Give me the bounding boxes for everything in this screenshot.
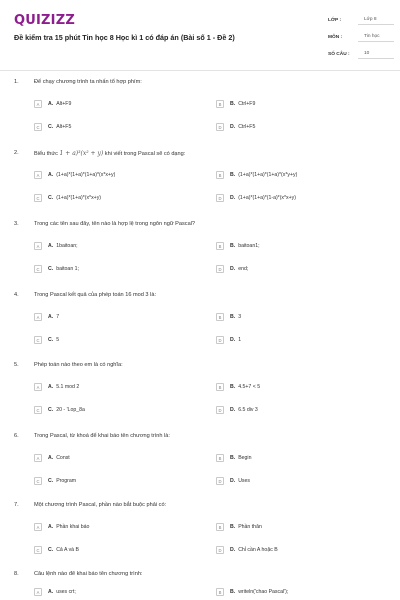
option-letter: B. [230, 384, 236, 390]
option-letter: A. [48, 172, 54, 178]
option-badge: A [34, 523, 42, 531]
option-text: 1 [238, 337, 242, 343]
option-b[interactable] [216, 170, 297, 180]
option-badge: A [34, 454, 42, 462]
option-letter: B. [230, 589, 236, 595]
option-d[interactable] [216, 335, 241, 345]
option-c[interactable] [34, 335, 59, 345]
option-badge: A [34, 383, 42, 391]
option-badge: C [34, 336, 42, 344]
option-badge: D [216, 336, 224, 344]
option-letter: A. [48, 243, 54, 249]
option-letter: C. [48, 407, 54, 413]
option-badge: C [34, 546, 42, 554]
option-a[interactable] [34, 241, 78, 251]
question-2 [0, 150, 400, 220]
option-text: Program [56, 478, 77, 484]
option-b[interactable] [216, 453, 251, 463]
option-text: end; [238, 266, 249, 272]
option-badge: A [34, 588, 42, 596]
option-a[interactable] [34, 99, 71, 109]
question-text-after: khi viết trong Pascal sẽ có dạng: [104, 151, 186, 157]
question-number: 1. [14, 79, 19, 85]
meta-value: Lớp 8 [358, 17, 394, 25]
option-text: baitoan1; [238, 243, 260, 249]
option-text: 7 [56, 314, 60, 320]
option-letter: D. [230, 337, 236, 343]
option-letter: C. [48, 337, 54, 343]
question-number: 3. [14, 221, 19, 227]
option-letter: A. [48, 524, 54, 530]
option-letter: A. [48, 384, 54, 390]
option-letter: C. [48, 266, 54, 272]
quizizz-logo: QUIZIZZ [14, 13, 75, 28]
option-text: Ctrl+F5 [238, 124, 256, 130]
option-text: uses crt; [56, 589, 76, 595]
option-letter: D. [230, 124, 236, 130]
question-6 [0, 433, 400, 503]
meta-box [328, 12, 394, 63]
option-letter: B. [230, 455, 236, 461]
option-d[interactable] [216, 264, 248, 274]
option-text: (1+a)*(1+a)*(1+a)*(x*x+y) [56, 172, 116, 178]
option-text: Const [56, 455, 70, 461]
option-d[interactable] [216, 476, 250, 486]
option-badge: B [216, 523, 224, 531]
option-badge: D [216, 123, 224, 131]
question-number: 8. [14, 571, 19, 577]
option-badge: B [216, 383, 224, 391]
option-badge: A [34, 171, 42, 179]
option-letter: B. [230, 314, 236, 320]
option-a[interactable] [34, 382, 79, 392]
question-4 [0, 292, 400, 362]
option-b[interactable] [216, 99, 255, 109]
option-text: 4.5+7 < 5 [238, 384, 261, 390]
option-badge: A [34, 313, 42, 321]
option-a[interactable] [34, 522, 89, 532]
worksheet-header [0, 0, 400, 70]
option-letter: A. [48, 589, 54, 595]
option-badge: B [216, 100, 224, 108]
meta-row-count [328, 46, 394, 63]
option-text: Phần khai báo [56, 524, 90, 530]
question-text: Phép toán nào theo em là có nghĩa: [34, 362, 123, 368]
option-a[interactable] [34, 453, 70, 463]
option-a[interactable] [34, 312, 59, 322]
question-text-before: Biểu thức [34, 151, 58, 157]
option-letter: B. [230, 243, 236, 249]
meta-row-class [328, 12, 394, 29]
option-text: 5.1 mod 2 [56, 384, 80, 390]
option-d[interactable] [216, 122, 255, 132]
option-badge: D [216, 265, 224, 273]
option-text: baitoan 1; [56, 266, 79, 272]
option-c[interactable] [34, 264, 79, 274]
option-d[interactable] [216, 545, 278, 555]
question-number: 2. [14, 150, 19, 156]
option-text: Chỉ cần A hoặc B [238, 547, 278, 553]
option-badge: B [216, 313, 224, 321]
option-text: Alt+F9 [56, 101, 72, 107]
option-d[interactable] [216, 405, 258, 415]
option-c[interactable] [34, 545, 79, 555]
option-letter: A. [48, 314, 54, 320]
question-number: 5. [14, 362, 19, 368]
option-c[interactable] [34, 476, 76, 486]
option-letter: C. [48, 195, 54, 201]
option-badge: B [216, 242, 224, 250]
option-badge: A [34, 242, 42, 250]
option-badge: B [216, 171, 224, 179]
option-b[interactable] [216, 382, 260, 392]
question-1 [0, 79, 400, 149]
option-letter: A. [48, 455, 54, 461]
option-badge: C [34, 265, 42, 273]
option-badge: C [34, 406, 42, 414]
option-letter: B. [230, 172, 236, 178]
option-badge: A [34, 100, 42, 108]
option-text: Alt+F5 [56, 124, 72, 130]
question-text: Để chạy chương trình ta nhấn tổ hợp phím: [34, 79, 142, 85]
option-text: writeln('chao Pascal'); [238, 589, 289, 595]
option-text: 20 - 'Lop_8a [56, 407, 85, 413]
meta-label: MÔN : [328, 35, 343, 40]
option-letter: B. [230, 524, 236, 530]
question-text: Câu lệnh nào để khai báo tên chương trình: [34, 571, 143, 577]
option-text: (1+a)*(1+a)*(1+a)*(x*y+y) [238, 172, 298, 178]
option-letter: C. [48, 547, 54, 553]
math-expression: 1 + a)³(x² + y) [59, 150, 104, 157]
option-badge: B [216, 454, 224, 462]
meta-label: LỚP : [328, 18, 342, 23]
option-d[interactable] [216, 193, 296, 203]
meta-label: SỐ CÂU : [328, 52, 350, 57]
option-a[interactable] [34, 587, 76, 597]
option-text: (1+a)*(1+a)*(1-a)*(x*x+y) [238, 195, 296, 201]
question-number: 6. [14, 433, 19, 439]
option-badge: D [216, 546, 224, 554]
option-letter: D. [230, 547, 236, 553]
option-b[interactable] [216, 241, 260, 251]
meta-row-subject [328, 29, 394, 46]
option-badge: C [34, 123, 42, 131]
option-text: 1baitoan; [56, 243, 78, 249]
question-5 [0, 362, 400, 432]
option-b[interactable] [216, 587, 288, 597]
option-letter: C. [48, 478, 54, 484]
option-badge: C [34, 477, 42, 485]
option-letter: D. [230, 195, 236, 201]
option-c[interactable] [34, 193, 101, 203]
question-text [34, 150, 185, 157]
option-text: Ctrl+F9 [238, 101, 256, 107]
option-badge: D [216, 477, 224, 485]
option-c[interactable] [34, 122, 71, 132]
question-number: 4. [14, 292, 19, 298]
question-text: Trong Pascal kết quả của phép toán 16 mod 3 là: [34, 292, 157, 298]
option-letter: D. [230, 478, 236, 484]
option-badge: B [216, 588, 224, 596]
option-c[interactable] [34, 405, 85, 415]
header-divider [0, 70, 400, 71]
option-a[interactable] [34, 170, 115, 180]
option-text: 6.5 div 3 [238, 407, 258, 413]
option-letter: D. [230, 407, 236, 413]
question-number: 7. [14, 502, 19, 508]
option-b[interactable] [216, 522, 262, 532]
question-text: Một chương trình Pascal, phần nào bắt buộc phải có: [34, 502, 167, 508]
question-8 [0, 571, 400, 600]
question-3 [0, 221, 400, 291]
meta-value: Tin học [358, 34, 394, 42]
option-b[interactable] [216, 312, 241, 322]
question-text: Trong Pascal, từ khoá để khai báo tên chương trình là: [34, 433, 170, 439]
option-letter: B. [230, 101, 236, 107]
option-text: 5 [56, 337, 60, 343]
option-badge: C [34, 194, 42, 202]
option-text: Cả A và B [56, 547, 79, 553]
option-text: Uses [238, 478, 251, 484]
option-text: 3 [238, 314, 242, 320]
option-letter: A. [48, 101, 54, 107]
question-text: Trong các tên sau đây, tên nào là hợp lệ trong ngôn ngữ Pascal? [34, 221, 196, 227]
option-letter: D. [230, 266, 236, 272]
option-text: (1+a)*(1+a)*(x*x+y) [56, 195, 102, 201]
question-7 [0, 502, 400, 572]
meta-value: 10 [358, 51, 394, 59]
page-title: Đề kiểm tra 15 phút Tin học 8 Học kì 1 có đáp án (Bài số 1 - Đề 2) [14, 33, 235, 42]
option-text: Phần thân [238, 524, 262, 530]
option-text: Begin [238, 455, 252, 461]
option-badge: D [216, 194, 224, 202]
option-letter: C. [48, 124, 54, 130]
option-badge: D [216, 406, 224, 414]
